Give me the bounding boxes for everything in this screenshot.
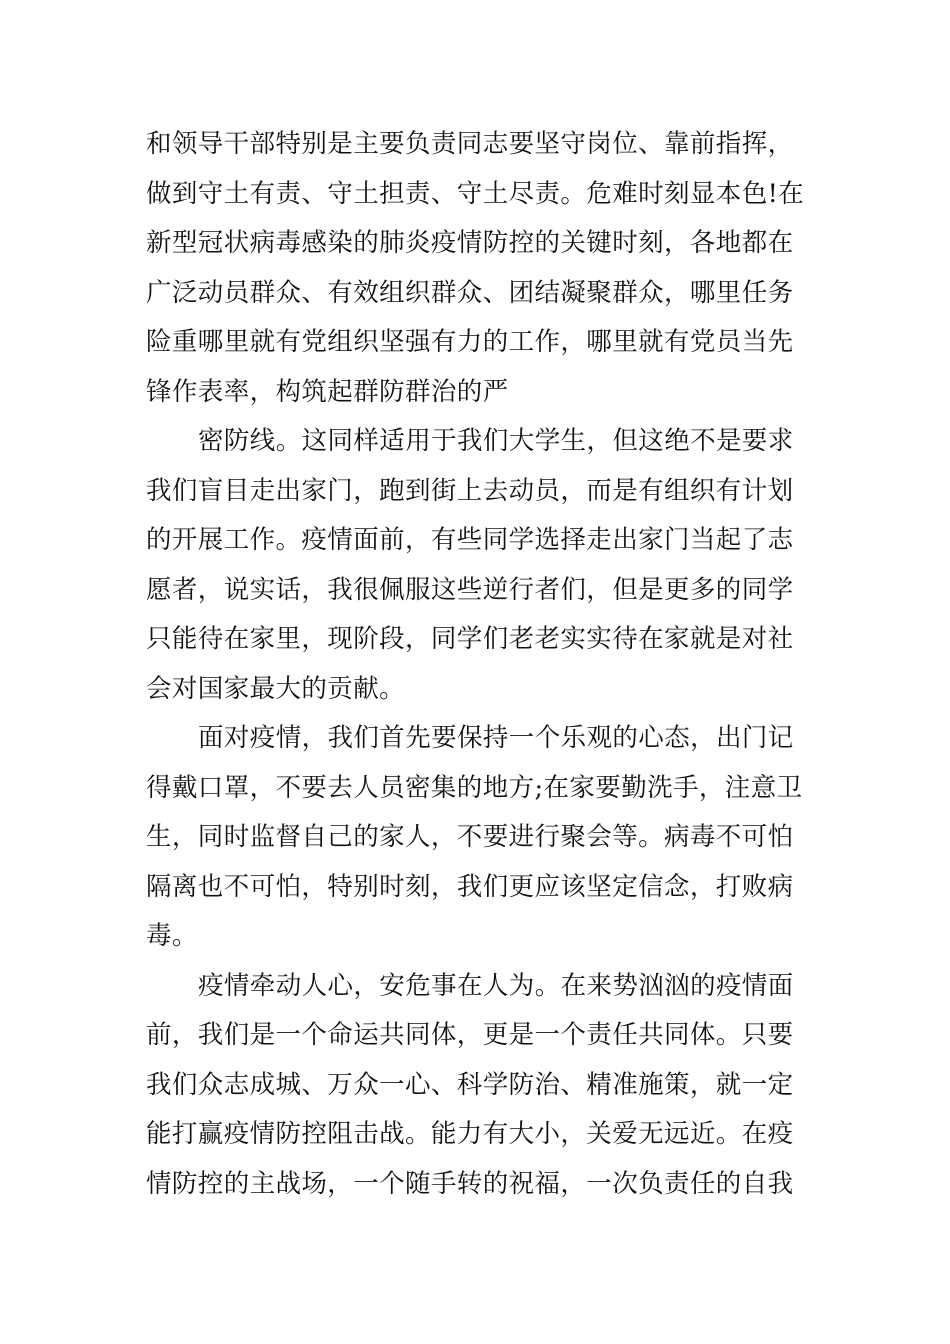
paragraph-2 [146,417,810,714]
text-line: 情防控的主战场，一个随手转的祝福，一次负责任的自我 [146,1168,794,1199]
text-line: 我们众志成城、万众一心、科学防治、精准施策，就一定 [146,1069,794,1100]
paragraph-4 [146,962,810,1210]
text-line: 得戴口罩，不要去人员密集的地方;在家要勤洗手，注意卫 [146,772,803,803]
text-line: 疫情牵动人心，安危事在人为。在来势汹汹的疫情面 [198,970,794,1001]
text-line: 能打赢疫情防控阻击战。能力有大小，关爱无远近。在疫 [146,1119,794,1149]
text-line: 和领导干部特别是主要负责同志要坚守岗位、靠前指挥， [146,129,794,159]
text-line: 毒。 [146,921,198,951]
text-line: 生，同时监督自己的家人，不要进行聚会等。病毒不可怕 [146,822,794,852]
text-line: 愿者，说实话，我很佩服这些逆行者们，但是更多的同学 [146,574,794,605]
text-line: 会对国家最大的贡献。 [146,673,406,704]
text-line: 广泛动员群众、有效组织群众、团结凝聚群众，哪里任务 [146,277,794,308]
text-line: 新型冠状病毒感染的肺炎疫情防控的关键时刻，各地都在 [146,228,794,258]
paragraph-1 [146,120,810,417]
text-line: 锋作表率，构筑起群防群治的严 [146,376,509,407]
text-line: 只能待在家里，现阶段，同学们老老实实待在家就是对社 [146,624,794,654]
text-line: 前，我们是一个命运共同体，更是一个责任共同体。只要 [146,1020,794,1050]
text-line: 做到守土有责、守土担责、守土尽责。危难时刻显本色!在 [146,178,805,209]
text-line: 险重哪里就有党组织坚强有力的工作，哪里就有党员当先 [146,327,794,357]
text-line: 面对疫情，我们首先要保持一个乐观的心态，出门记 [198,723,794,753]
text-line: 我们盲目走出家门，跑到街上去动员，而是有组织有计划 [146,475,794,506]
text-line: 隔离也不可怕，特别时刻，我们更应该坚定信念，打败病 [146,871,794,902]
text-line: 的开展工作。疫情面前，有些同学选择走出家门当起了志 [146,525,794,555]
document-body [146,120,810,1209]
paragraph-3 [146,714,810,962]
text-line: 密防线。这同样适用于我们大学生，但这绝不是要求 [198,426,794,456]
